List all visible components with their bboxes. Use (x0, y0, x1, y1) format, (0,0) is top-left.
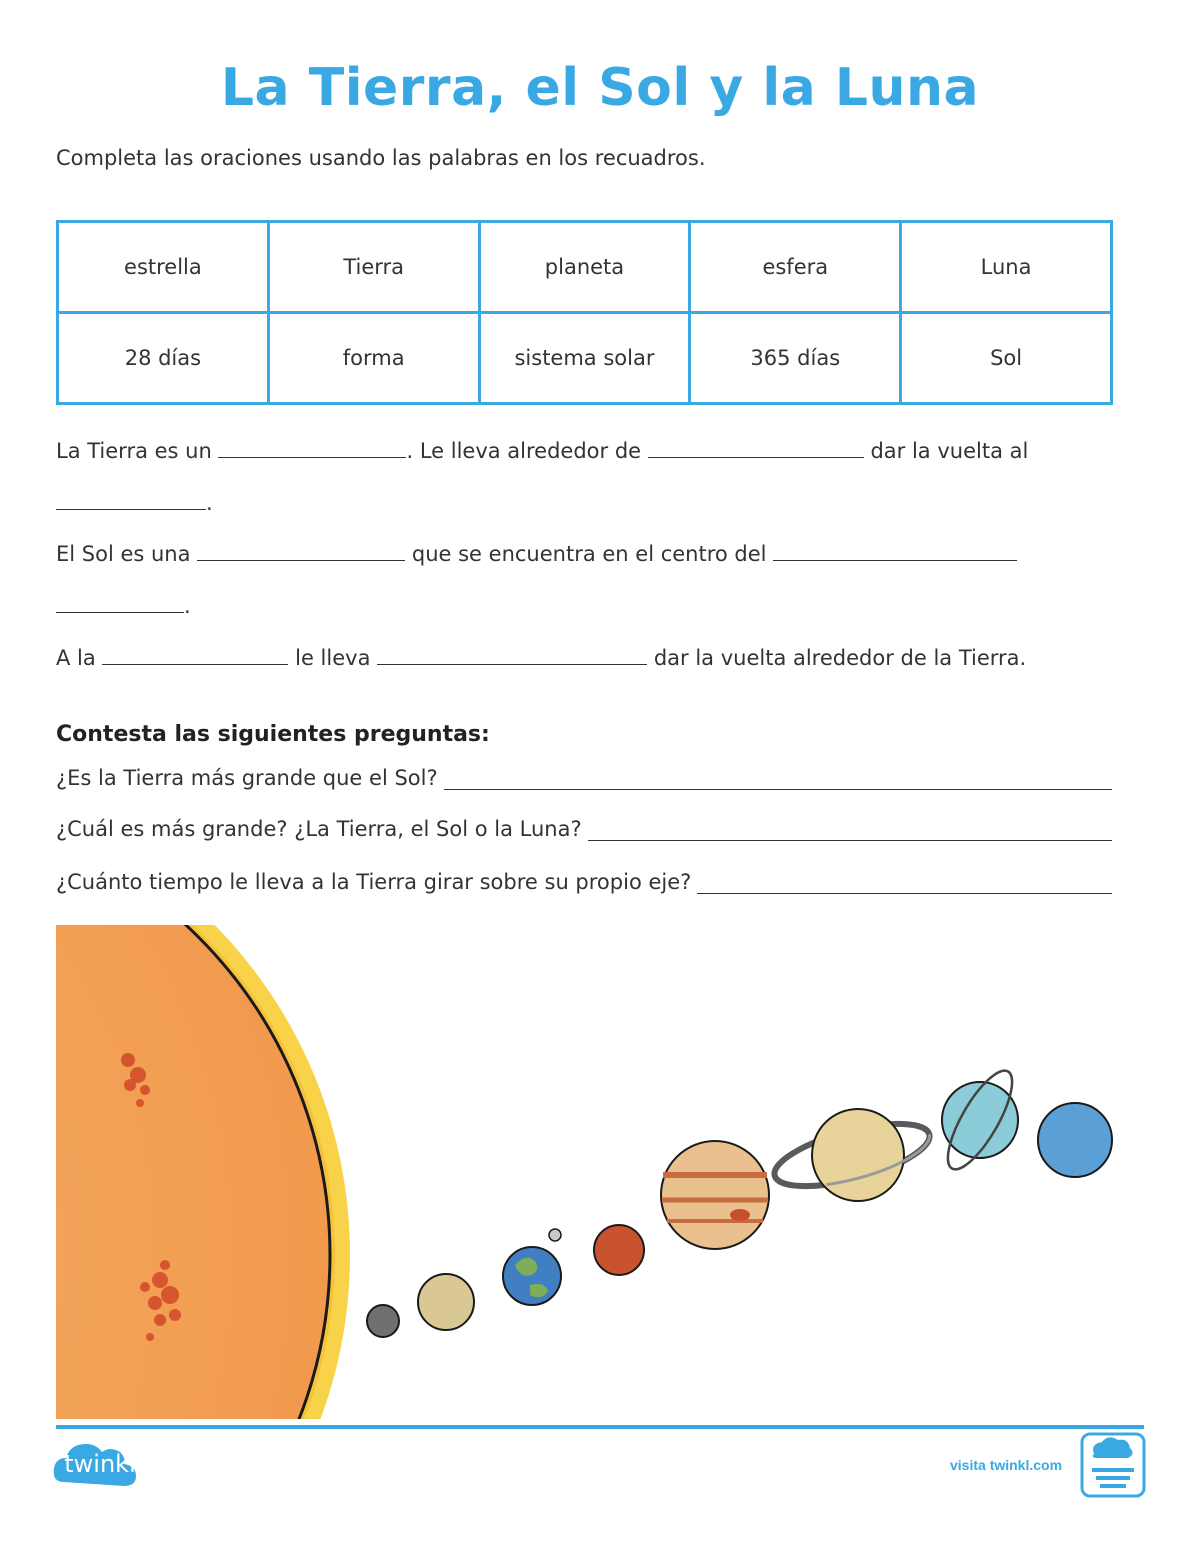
questions-heading: Contesta las siguientes preguntas: (56, 722, 490, 747)
venus (418, 1274, 474, 1330)
sentence-text: . Le lleva alrededor de (406, 439, 642, 463)
question-1 (56, 766, 1112, 790)
answer-blank[interactable] (56, 489, 206, 510)
mercury (367, 1305, 399, 1337)
word-bank-row (58, 222, 1112, 313)
earth (503, 1247, 561, 1305)
answer-blank[interactable] (648, 437, 864, 458)
question-text: ¿Es la Tierra más grande que el Sol? (56, 766, 438, 790)
word-bank-cell: Sol (901, 313, 1112, 404)
sentence-text: La Tierra es un (56, 439, 212, 463)
word-bank-cell: Luna (901, 222, 1112, 313)
word-bank-cell: 365 días (690, 313, 901, 404)
sentence-text: le lleva (295, 646, 371, 670)
solar-system-illustration (0, 925, 1200, 1425)
sun (0, 925, 350, 1425)
jupiter (661, 1141, 769, 1249)
sentence-text: dar la vuelta al (870, 439, 1029, 463)
answer-blank[interactable] (773, 540, 1017, 561)
word-bank-cell: 28 días (58, 313, 269, 404)
word-bank-cell: Tierra (268, 222, 479, 313)
answer-blank[interactable] (197, 540, 405, 561)
sentence-1 (56, 425, 1112, 529)
word-bank-cell: estrella (58, 222, 269, 313)
sentence-2 (56, 528, 1112, 632)
word-bank-table (56, 220, 1113, 405)
question-text: ¿Cuánto tiempo le lleva a la Tierra girar sobre su propio eje? (56, 870, 692, 894)
question-3 (56, 870, 1112, 894)
sentence-text: A la (56, 646, 96, 670)
sentence-text: El Sol es una (56, 542, 191, 566)
uranus (936, 1063, 1023, 1178)
sentence-text: dar la vuelta alrededor de la Tierra. (653, 646, 1027, 670)
word-bank-cell: planeta (479, 222, 690, 313)
word-bank-cell: sistema solar (479, 313, 690, 404)
page-title: La Tierra, el Sol y la Luna (220, 58, 980, 118)
neptune (1038, 1103, 1112, 1177)
moon (549, 1229, 561, 1241)
word-bank-row (58, 313, 1112, 404)
logo-text: twinkl (64, 1450, 136, 1478)
saturn (769, 1109, 936, 1201)
answer-blank[interactable] (102, 644, 288, 665)
answer-blank[interactable] (56, 592, 184, 613)
instructions: Completa las oraciones usando las palabras en los recuadros. (56, 146, 706, 170)
answer-blank[interactable] (218, 437, 406, 458)
approved-badge-icon (1080, 1432, 1146, 1498)
word-bank-cell: forma (268, 313, 479, 404)
answer-line[interactable] (444, 769, 1112, 790)
footer-divider (56, 1425, 1144, 1429)
sentence-text: . (206, 491, 213, 515)
answer-line[interactable] (588, 820, 1112, 841)
word-bank-cell: esfera (690, 222, 901, 313)
answer-line[interactable] (697, 873, 1112, 894)
mars (594, 1225, 644, 1275)
question-2 (56, 817, 1112, 841)
sentence-3 (56, 632, 1112, 684)
answer-blank[interactable] (377, 644, 647, 665)
visit-link[interactable]: visita twinkl.com (950, 1457, 1063, 1473)
question-text: ¿Cuál es más grande? ¿La Tierra, el Sol o la Luna? (56, 817, 582, 841)
sentence-text: que se encuentra en el centro del (411, 542, 767, 566)
sentence-text: . (184, 594, 191, 618)
